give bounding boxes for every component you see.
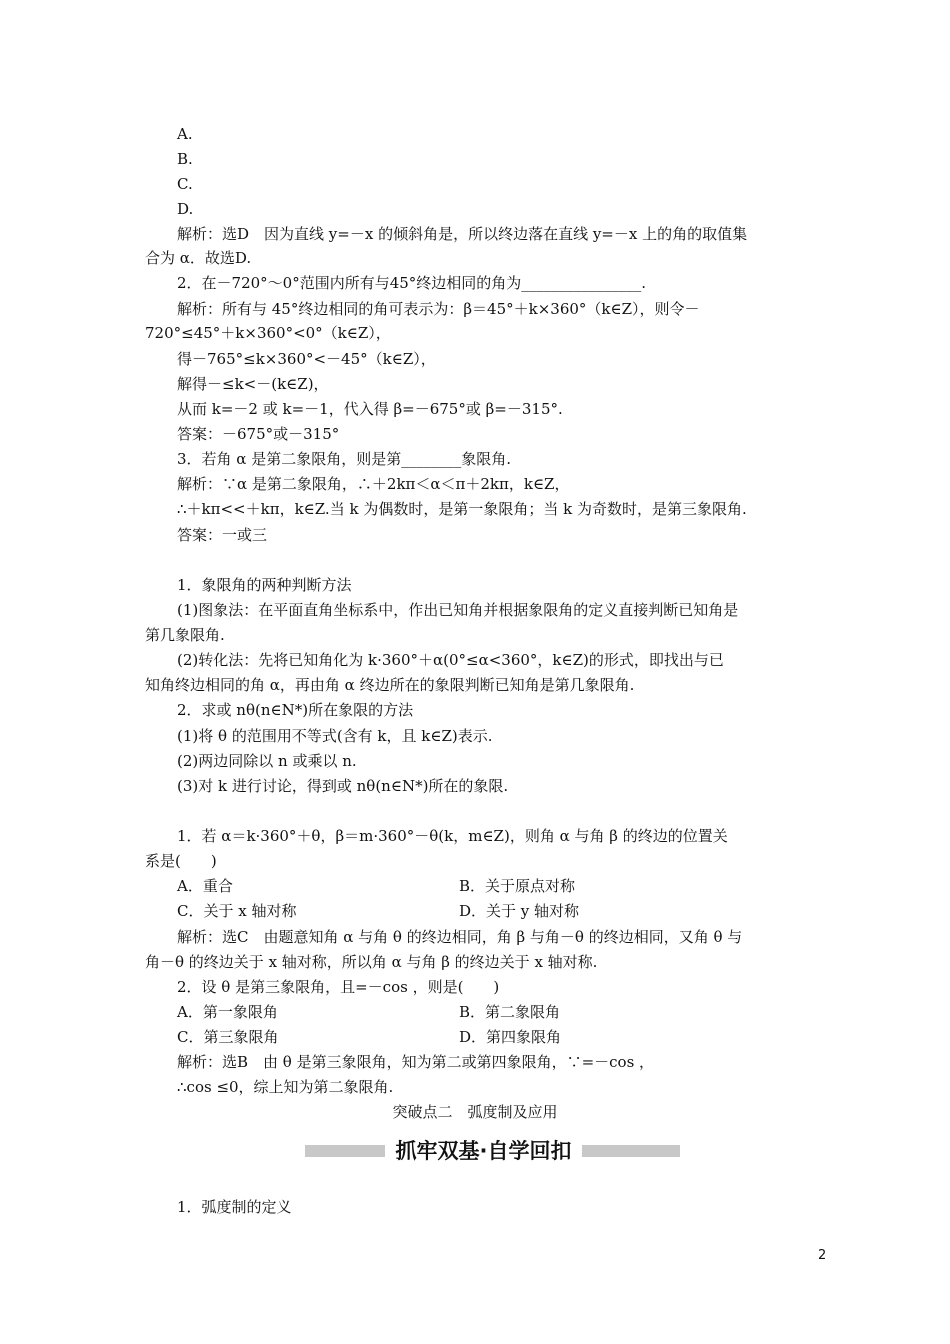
answer-line: 答案：一或三 — [177, 526, 268, 544]
solution-line: 解析：所有与 45°终边相同的角可表示为：β＝45°＋k×360°（k∈Z），则令－ — [177, 300, 700, 318]
choice-a: A．重合 — [177, 877, 233, 895]
banner-title: 抓牢双基·自学回扣 — [395, 1139, 572, 1163]
banner-bar-right — [582, 1145, 680, 1157]
question-2: 2．在－720°～0°范围内所有与45°终边相同的角为________________. — [177, 274, 647, 292]
solution-line: 得－765°≤k×360°<－45°（k∈Z）， — [177, 350, 436, 368]
solution-line: 解析：选C 由题意知角 α 与角 θ 的终边相同，角 β 与角－θ 的终边相同，又角 θ 与 — [177, 928, 743, 946]
option-c-line: C. — [177, 175, 193, 193]
solution-line: 解析：选B 由 θ 是第三象限角，知为第二或第四象限角，∵=－cos ， — [177, 1053, 655, 1071]
option-b-line: B. — [177, 150, 193, 168]
solution-line: 解得－≤k<－(k∈Z)， — [177, 375, 329, 393]
option-a-line: A. — [177, 125, 193, 143]
choice-b: B．关于原点对称 — [459, 877, 576, 895]
definition-heading: 1．弧度制的定义 — [177, 1198, 292, 1216]
choice-d: D．第四象限角 — [459, 1028, 562, 1046]
solution-line: 合为 α．故选D. — [145, 249, 252, 267]
method-heading: 1．象限角的两种判断方法 — [177, 576, 352, 594]
choice-c: C．第三象限角 — [177, 1028, 279, 1046]
choice-b: B．第二象限角 — [459, 1003, 561, 1021]
method-line: (1)图象法：在平面直角坐标系中，作出已知角并根据象限角的定义直接判断已知角是 — [177, 601, 739, 619]
method-heading: 2．求或 nθ(n∈N*)所在象限的方法 — [177, 701, 414, 719]
method-line: (2)两边同除以 n 或乘以 n. — [177, 752, 357, 770]
choice-a: A．第一象限角 — [177, 1003, 278, 1021]
banner-bar-left — [305, 1145, 385, 1157]
section-title: 突破点二 弧度制及应用 — [392, 1103, 558, 1121]
page-number: 2 — [818, 1248, 827, 1263]
solution-line: ∴＋kπ<<＋kπ，k∈Z.当 k 为偶数时，是第一象限角；当 k 为奇数时，是第三象限角. — [177, 500, 747, 518]
solution-line: 从而 k=－2 或 k=－1，代入得 β=－675°或 β=－315°. — [177, 400, 563, 418]
exercise-1: 1．若 α＝k·360°＋θ，β＝m·360°－θ(k，m∈Z)，则角 α 与角 β 的终边的位置关 — [177, 827, 728, 845]
section-banner — [305, 1138, 680, 1164]
method-line: 第几象限角. — [145, 626, 225, 644]
exercise-1: 系是( ) — [145, 852, 217, 870]
solution-line: 解析：∵α 是第二象限角，∴＋2kπ＜α＜π＋2kπ，k∈Z， — [177, 475, 570, 493]
option-d-line: D. — [177, 200, 194, 218]
method-line: (2)转化法：先将已知角化为 k·360°＋α(0°≤α<360°，k∈Z)的形式，即找出与已 — [177, 651, 724, 669]
choice-d: D．关于 y 轴对称 — [459, 902, 580, 920]
solution-line: 角－θ 的终边关于 x 轴对称，所以角 α 与角 β 的终边关于 x 轴对称. — [145, 953, 598, 971]
solution-line: 解析：选D 因为直线 y=－x 的倾斜角是，所以终边落在直线 y=－x 上的角的取值集 — [177, 225, 748, 243]
method-line: (3)对 k 进行讨论，得到或 nθ(n∈N*)所在的象限. — [177, 777, 509, 795]
solution-line: ∴cos ≤0，综上知为第二象限角. — [177, 1078, 394, 1096]
solution-line: 720°≤45°＋k×360°<0°（k∈Z）， — [145, 324, 391, 342]
answer-line: 答案：－675°或－315° — [177, 425, 340, 443]
method-line: (1)将 θ 的范围用不等式(含有 k，且 k∈Z)表示. — [177, 727, 493, 745]
exercise-2: 2．设 θ 是第三象限角，且=－cos ，则是( ) — [177, 978, 500, 996]
question-3: 3．若角 α 是第二象限角，则是第________象限角. — [177, 450, 511, 468]
choice-c: C．关于 x 轴对称 — [177, 902, 297, 920]
method-line: 知角终边相同的角 α，再由角 α 终边所在的象限判断已知角是第几象限角. — [145, 676, 635, 694]
